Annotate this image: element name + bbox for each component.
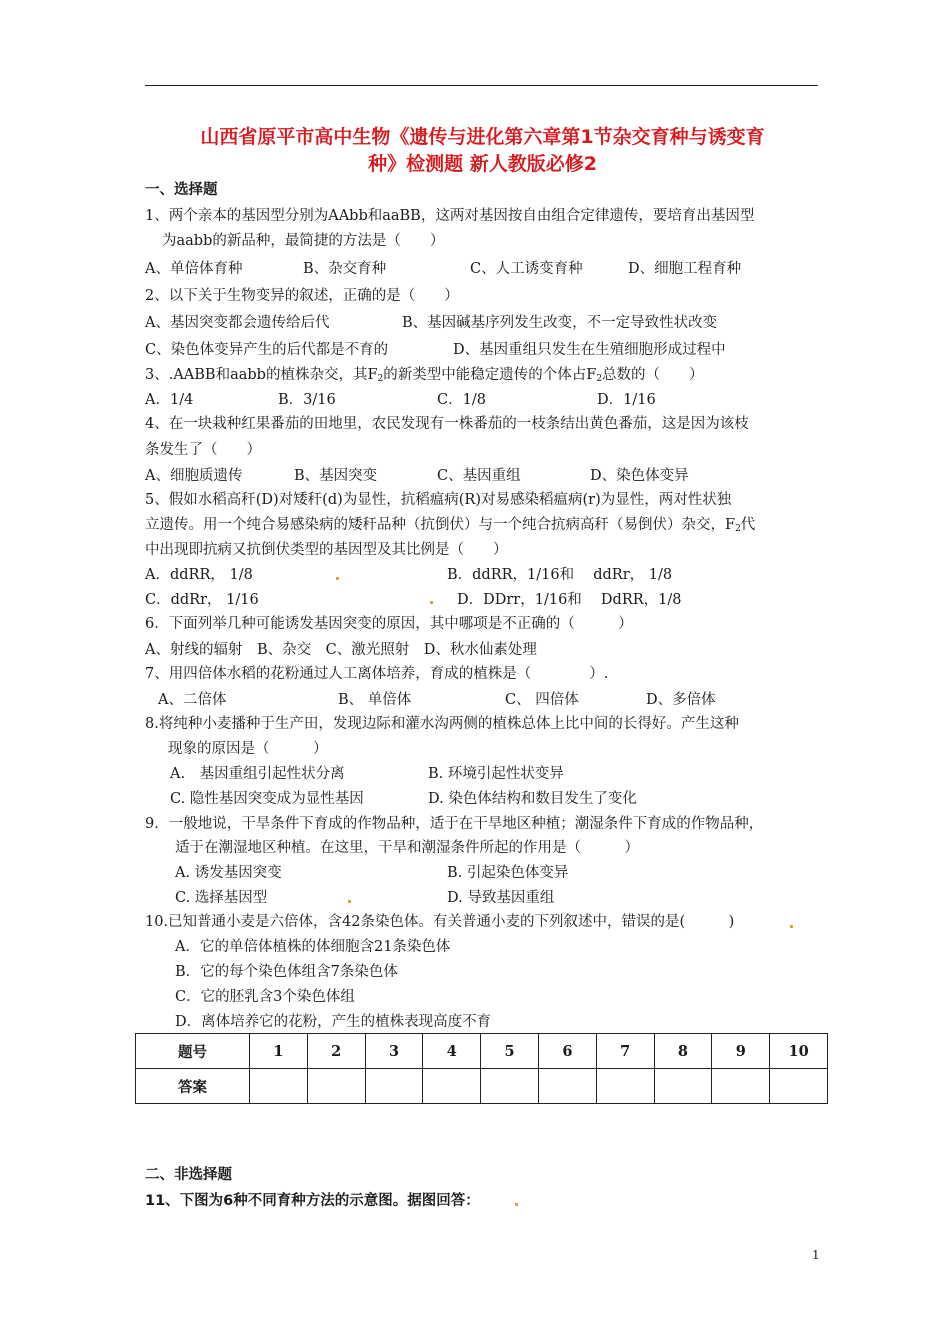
q8-stem-1: 8.将纯种小麦播种于生产田，发现边际和灌水沟两侧的植株总体上比中间的长得好。产生这种 (145, 716, 739, 732)
q10-stem: 10.已知普通小麦是六倍体，含42条染色体。有关普通小麦的下列叙述中，错误的是( ) (145, 914, 735, 930)
question-number: 3 (365, 1034, 423, 1069)
section-heading-choice: 一、选择题 (145, 182, 218, 198)
q8-option-c: C. 隐性基因突变成为显性基因 (170, 791, 364, 807)
q1-option-d: D、细胞工程育种 (628, 261, 742, 277)
q7-option-c: C、 四倍体 (505, 692, 579, 708)
question-number: 7 (596, 1034, 654, 1069)
q5-stem-3: 中出现即抗病又抗倒伏类型的基因型及其比例是（ ） (145, 542, 508, 558)
answer-cell[interactable] (365, 1069, 423, 1104)
q2-option-d: D、基因重组只发生在生殖细胞形成过程中 (453, 342, 726, 358)
title-line-1: 山西省原平市高中生物《遗传与进化第六章第1节杂交育种与诱变育 (200, 126, 765, 148)
answer-cell[interactable] (654, 1069, 712, 1104)
q7-stem: 7、用四倍体水稻的花粉通过人工离体培养，育成的植株是（ ）. (145, 666, 609, 682)
answer-cell[interactable] (770, 1069, 828, 1104)
q3-option-c: C．1/8 (437, 392, 486, 408)
q1-option-c: C、人工诱变育种 (470, 261, 583, 277)
q4-option-c: C、基因重组 (437, 468, 521, 484)
q3-option-b: B．3/16 (278, 392, 336, 408)
q7-option-b: B、 单倍体 (338, 692, 412, 708)
answer-cell[interactable] (596, 1069, 654, 1104)
q3-option-d: D．1/16 (597, 392, 656, 408)
q8-option-b: B. 环境引起性状变异 (428, 766, 564, 782)
q7-option-a: A、二倍体 (158, 692, 227, 708)
question-number: 4 (423, 1034, 481, 1069)
question-number: 1 (250, 1034, 308, 1069)
q6-options: A、射线的辐射 B、杂交 C、激光照射 D、秋水仙素处理 (145, 642, 537, 658)
q10-option-a: A．它的单倍体植株的体细胞含21条染色体 (175, 939, 451, 955)
q7-option-d: D、多倍体 (646, 692, 716, 708)
scan-speck (348, 900, 351, 903)
section-heading-non-choice: 二、非选择题 (145, 1167, 232, 1183)
q4-option-a: A、细胞质遗传 (145, 468, 243, 484)
q1-stem-2: 为aabb的新品种，最简捷的方法是（ ） (162, 233, 445, 249)
answer-cell[interactable] (250, 1069, 308, 1104)
question-number: 5 (481, 1034, 539, 1069)
answer-cell[interactable] (712, 1069, 770, 1104)
header-rule (145, 85, 818, 86)
q5-stem-1: 5、假如水稻高秆(D)对矮秆(d)为显性，抗稻瘟病(R)对易感染稻瘟病(r)为显性，两对性状独 (145, 492, 732, 508)
q8-option-a: A. 基因重组引起性状分离 (170, 766, 345, 782)
scan-speck (515, 1203, 518, 1206)
scan-speck (430, 601, 433, 604)
q4-stem-2: 条发生了（ ） (145, 442, 261, 458)
question-number: 9 (712, 1034, 770, 1069)
scan-speck (336, 577, 339, 580)
q8-stem-2: 现象的原因是（ ） (168, 741, 328, 757)
q10-option-c: C．它的胚乳含3个染色体组 (175, 989, 355, 1005)
q5-option-d: D．DDrr，1/16和 DdRR，1/8 (457, 592, 682, 608)
q1-option-a: A、单倍体育种 (145, 261, 243, 277)
question-number: 6 (538, 1034, 596, 1069)
answer-table (135, 1033, 828, 1104)
q5-stem-2: 立遗传。用一个纯合易感染病的矮秆品种（抗倒伏）与一个纯合抗病高秆（易倒伏）杂交，$F_2$代 (145, 517, 756, 534)
answer-cell[interactable] (481, 1069, 539, 1104)
q4-option-d: D、染色体变异 (590, 468, 689, 484)
q6-stem: 6．下面列举几种可能诱发基因突变的原因，其中哪项是不正确的（ ） (145, 616, 633, 632)
q3-option-a: A．1/4 (145, 392, 194, 408)
scan-speck (790, 925, 793, 928)
title-line-2: 种》检测题 新人教版必修2 (368, 153, 597, 175)
q2-option-a: A、基因突变都会遗传给后代 (145, 315, 330, 331)
q9-option-c: C. 选择基因型 (175, 890, 268, 906)
q11-stem: 11、下图为6种不同育种方法的示意图。据图回答： (145, 1193, 480, 1209)
q5-option-b: B．ddRR，1/16和 ddRr， 1/8 (447, 567, 673, 583)
q9-option-a: A. 诱发基因突变 (175, 865, 282, 881)
q9-option-d: D. 导致基因重组 (447, 890, 555, 906)
q2-option-c: C、染色体变异产生的后代都是不育的 (145, 342, 389, 358)
q2-stem: 2、以下关于生物变异的叙述，正确的是（ ） (145, 288, 459, 304)
q5-option-c: C．ddRr， 1/16 (145, 592, 259, 608)
page-number: 1 (812, 1248, 820, 1262)
q1-option-b: B、杂交育种 (303, 261, 387, 277)
document-title (140, 124, 825, 178)
q10-option-d: D．离体培养它的花粉，产生的植株表现高度不育 (175, 1014, 492, 1030)
answer-cell[interactable] (538, 1069, 596, 1104)
answer-cell[interactable] (423, 1069, 481, 1104)
q8-option-d: D. 染色体结构和数目发生了变化 (428, 791, 637, 807)
q5-option-a: A．ddRR， 1/8 (145, 567, 253, 583)
question-number: 8 (654, 1034, 712, 1069)
q9-stem-1: 9．一般地说，干旱条件下育成的作物品种，适于在干旱地区种植；潮湿条件下育成的作物品种， (145, 816, 764, 832)
q3-stem: 3、.AABB和aabb的植株杂交，其$F_2$的新类型中能稳定遗传的个体占$F_2$总数的（ ） (145, 367, 704, 384)
answer-label: 答案 (136, 1069, 250, 1104)
answer-table-answer-row (136, 1069, 828, 1104)
question-number-label: 题号 (136, 1034, 250, 1069)
q2-option-b: B、基因碱基序列发生改变，不一定导致性状改变 (402, 315, 718, 331)
q10-option-b: B．它的每个染色体组含7条染色体 (175, 964, 398, 980)
question-number: 10 (770, 1034, 828, 1069)
q1-stem-1: 1、两个亲本的基因型分别为AAbb和aaBB，这两对基因按自由组合定律遗传，要培育出基因型 (145, 208, 755, 224)
q9-stem-2: 适于在潮湿地区种植。在这里，干旱和潮湿条件所起的作用是（ ） (175, 840, 639, 856)
answer-table-header-row (136, 1034, 828, 1069)
question-number: 2 (307, 1034, 365, 1069)
answer-cell[interactable] (307, 1069, 365, 1104)
q4-stem-1: 4、在一块栽种红果番茄的田地里，农民发现有一株番茄的一枝条结出黄色番茄，这是因为该枝 (145, 416, 749, 432)
q9-option-b: B. 引起染色体变异 (447, 865, 569, 881)
q4-option-b: B、基因突变 (294, 468, 378, 484)
